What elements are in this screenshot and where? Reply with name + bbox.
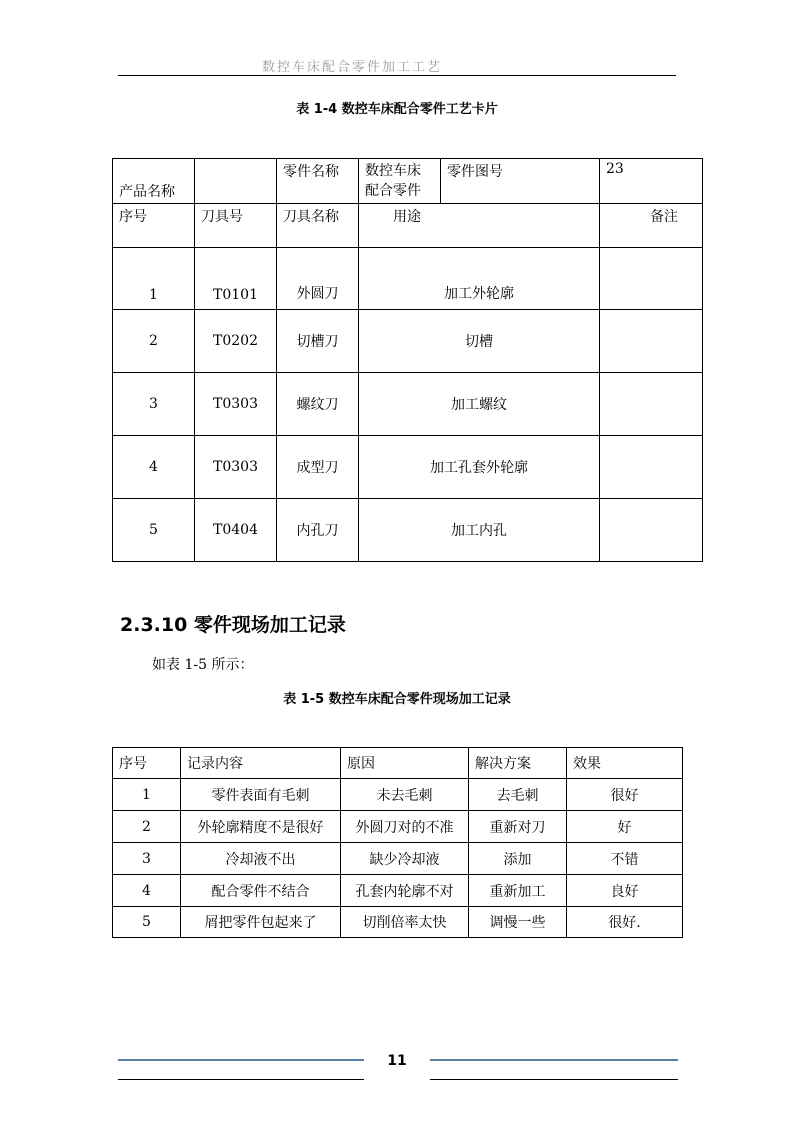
table-row [113, 373, 703, 436]
section-title: 2.3.10 零件现场加工记录 [120, 614, 346, 636]
t2-cell-no: 4 [113, 875, 181, 907]
t1-cell-tool-no: T0404 [195, 499, 277, 562]
t1-cell-no: 2 [113, 310, 195, 373]
table-row [113, 811, 683, 843]
t2-cell-content: 冷却液不出 [181, 843, 341, 875]
t2-cell-effect: 良好 [567, 875, 683, 907]
t1-cell-no: 1 [113, 248, 195, 310]
table-row [113, 907, 683, 938]
t1-header-no: 序号 [113, 204, 195, 248]
t2-cell-effect: 很好 [567, 779, 683, 811]
t1-cell-use: 加工内孔 [359, 499, 600, 562]
t1-cell-tool-no: T0101 [195, 248, 277, 310]
t2-cell-content: 配合零件不结合 [181, 875, 341, 907]
t2-header-effect: 效果 [567, 748, 683, 779]
t2-header-reason: 原因 [341, 748, 469, 779]
table-row [113, 310, 703, 373]
t2-cell-effect: 不错 [567, 843, 683, 875]
section-intro: 如表 1-5 所示： [152, 657, 254, 673]
t2-cell-no: 1 [113, 779, 181, 811]
t1-header-tool-name: 刀具名称 [277, 204, 359, 248]
t2-cell-no: 2 [113, 811, 181, 843]
t1-cell-use: 加工外轮廓 [359, 248, 600, 310]
drawing-no-value: 23 [600, 159, 703, 204]
t1-cell-tool-no: T0303 [195, 373, 277, 436]
t1-cell-no: 3 [113, 373, 195, 436]
t2-header-no: 序号 [113, 748, 181, 779]
t2-cell-content: 零件表面有毛刺 [181, 779, 341, 811]
part-name-value: 数控车床配合零件 [359, 159, 441, 204]
t2-cell-content: 屑把零件包起来了 [181, 907, 341, 938]
page-number: 11 [387, 1053, 407, 1069]
t2-cell-solution: 重新对刀 [469, 811, 567, 843]
t1-cell-tool-name: 切槽刀 [277, 310, 359, 373]
product-name-label: 产品名称 [113, 159, 195, 204]
table-row [113, 779, 683, 811]
t1-cell-tool-name: 内孔刀 [277, 499, 359, 562]
t2-cell-reason: 未去毛刺 [341, 779, 469, 811]
t2-cell-reason: 缺少冷却液 [341, 843, 469, 875]
t2-cell-solution: 添加 [469, 843, 567, 875]
part-name-label: 零件名称 [277, 159, 359, 204]
drawing-no-label: 零件图号 [441, 159, 600, 204]
t2-header-solution: 解决方案 [469, 748, 567, 779]
t2-cell-solution: 去毛刺 [469, 779, 567, 811]
t1-header-note: 备注 [600, 204, 703, 248]
t1-cell-note [600, 248, 703, 310]
t1-cell-tool-name: 外圆刀 [277, 248, 359, 310]
table-row [113, 248, 703, 310]
t1-cell-tool-name: 成型刀 [277, 436, 359, 499]
table-row [113, 843, 683, 875]
table-row [113, 499, 703, 562]
table-row [113, 875, 683, 907]
t1-cell-use: 切槽 [359, 310, 600, 373]
t2-cell-no: 5 [113, 907, 181, 938]
t2-cell-solution: 重新加工 [469, 875, 567, 907]
t2-cell-no: 3 [113, 843, 181, 875]
product-name-value [195, 159, 277, 204]
t1-header-use: 用途 [359, 204, 600, 248]
t2-cell-reason: 外圆刀对的不准 [341, 811, 469, 843]
t1-cell-tool-name: 螺纹刀 [277, 373, 359, 436]
t2-cell-solution: 调慢一些 [469, 907, 567, 938]
t2-cell-content: 外轮廓精度不是很好 [181, 811, 341, 843]
t2-cell-reason: 切削倍率太快 [341, 907, 469, 938]
t1-cell-note [600, 310, 703, 373]
t1-header-tool-no: 刀具号 [195, 204, 277, 248]
t1-cell-tool-no: T0202 [195, 310, 277, 373]
t1-cell-use: 加工螺纹 [359, 373, 600, 436]
processing-record-table [112, 747, 683, 938]
footer-rule-left [118, 1079, 364, 1080]
header-rule [118, 75, 676, 76]
t2-cell-effect: 好 [567, 811, 683, 843]
running-header: 数控车床配合零件加工工艺 [262, 60, 443, 75]
tool-card-table [112, 158, 703, 562]
t2-cell-reason: 孔套内轮廓不对 [341, 875, 469, 907]
table2-caption: 表 1-5 数控车床配合零件现场加工记录 [283, 692, 511, 707]
t2-cell-effect: 很好. [567, 907, 683, 938]
footer-rule-right [430, 1079, 678, 1080]
t1-cell-use: 加工孔套外轮廓 [359, 436, 600, 499]
table1-caption: 表 1-4 数控车床配合零件工艺卡片 [296, 102, 498, 117]
t1-cell-no: 4 [113, 436, 195, 499]
table-row [113, 436, 703, 499]
t1-cell-note [600, 373, 703, 436]
t1-cell-tool-no: T0303 [195, 436, 277, 499]
t1-cell-no: 5 [113, 499, 195, 562]
t2-header-content: 记录内容 [181, 748, 341, 779]
t1-cell-note [600, 499, 703, 562]
t1-cell-note [600, 436, 703, 499]
